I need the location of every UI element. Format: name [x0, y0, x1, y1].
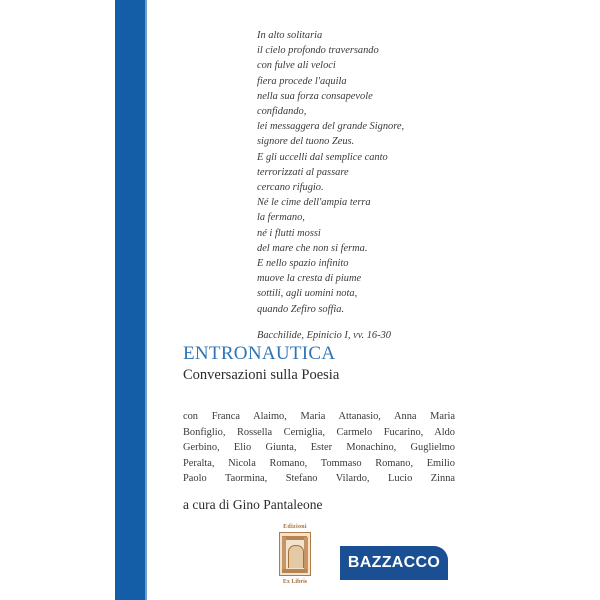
- publisher-logo-top-text: Edizioni: [283, 524, 307, 530]
- contributors-line: Gerbino, Elio Giunta, Ester Monachino, Guglielmo: [183, 442, 455, 454]
- spine-band: [115, 0, 145, 600]
- publisher-emblem-icon: [279, 532, 311, 576]
- poem-line: E nello spazio infinito: [257, 258, 349, 270]
- poem-line: In alto solitaria: [257, 30, 323, 41]
- poem-line: la fermano,: [257, 212, 305, 224]
- poem-line: terrorizzati al passare: [257, 166, 349, 178]
- book-subtitle: Conversazioni sulla Poesia: [183, 367, 340, 383]
- poem-line: quando Zefiro soffia.: [257, 303, 345, 315]
- publisher-logo-bottom-text: Ex Libris: [282, 579, 308, 585]
- contributors-line: con Franca Alaimo, Maria Attanasio, Anna Maria: [183, 411, 455, 422]
- poem-citation: Bacchilide, Epinicio I, vv. 16-30: [257, 329, 391, 341]
- poem-line: né i flutti mossi: [257, 227, 321, 239]
- publisher-logo: [277, 523, 313, 593]
- contributors-line: Peralta, Nicola Romano, Tommaso Romano, Emilio: [183, 457, 455, 469]
- bazzacco-badge: BAZZACCO: [340, 546, 448, 580]
- poem-line: fiera procede l'aquila: [257, 75, 347, 87]
- poem-line: lei messaggera del grande Signore,: [257, 121, 405, 133]
- editor-credit: a cura di Gino Pantaleone: [183, 497, 323, 512]
- poem-line: confidando,: [257, 106, 307, 118]
- contributors-list: [183, 409, 455, 487]
- poem-line: muove la cresta di piume: [257, 273, 362, 285]
- book-cover: [115, 0, 460, 600]
- poem-line: signore del tuono Zeus.: [257, 136, 355, 148]
- poem-line: Né le cime dell'ampia terra: [257, 197, 371, 209]
- book-title: ENTRONAUTICA: [183, 343, 336, 364]
- poem-line: con fulve ali veloci: [257, 60, 336, 72]
- contributors-line: Paolo Taormina, Stefano Vilardo, Lucio Zinna: [183, 473, 455, 485]
- poem-line: sottili, agli uomini nota,: [257, 288, 358, 300]
- poem-line: del mare che non si ferma.: [257, 242, 368, 254]
- poem-line: E gli uccelli dal semplice canto: [257, 151, 388, 163]
- poem-line: nella sua forza consapevole: [257, 90, 373, 102]
- contributors-line: Bonfiglio, Rossella Cerniglia, Carmelo Fucarino, Aldo: [183, 426, 455, 438]
- epigraph-poem: [257, 28, 457, 343]
- poem-line: cercano rifugio.: [257, 182, 324, 194]
- poem-line: il cielo profondo traversando: [257, 45, 379, 57]
